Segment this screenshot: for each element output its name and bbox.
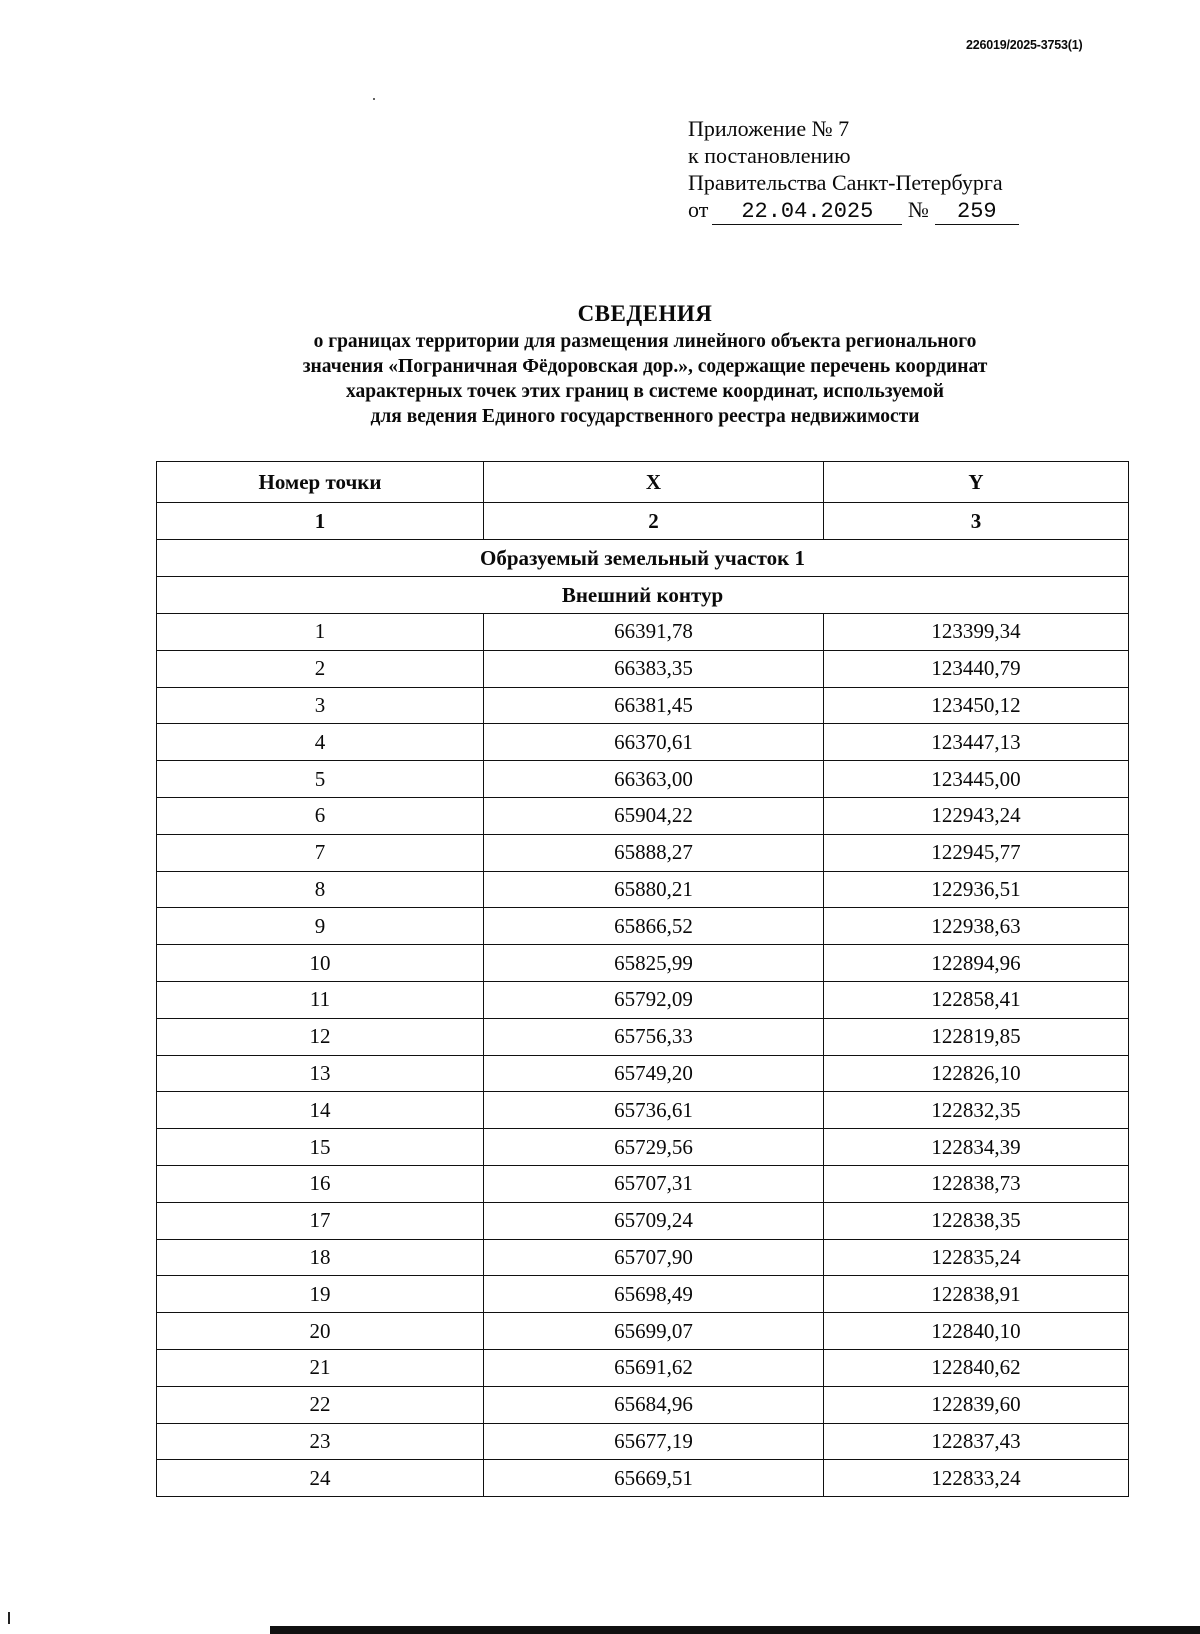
point-number-cell: 16: [157, 1165, 484, 1202]
x-coordinate-cell: 65904,22: [484, 797, 824, 834]
x-coordinate-cell: 65792,09: [484, 981, 824, 1018]
point-number-cell: 4: [157, 724, 484, 761]
y-coordinate-cell: 122838,73: [824, 1165, 1129, 1202]
y-coordinate-cell: 123445,00: [824, 761, 1129, 798]
subsection-row: [157, 577, 1129, 614]
table-row: [157, 1276, 1129, 1313]
x-coordinate-cell: 65699,07: [484, 1313, 824, 1350]
column-number-2: 2: [484, 503, 824, 540]
x-coordinate-cell: 65684,96: [484, 1386, 824, 1423]
point-number-cell: 3: [157, 687, 484, 724]
table-row: [157, 687, 1129, 724]
document-subtitle-line: о границах территории для размещения линейного объекта регионального: [313, 331, 977, 352]
y-coordinate-cell: 122936,51: [824, 871, 1129, 908]
document-subtitle-line: для ведения Единого государственного реестра недвижимости: [370, 406, 920, 427]
y-coordinate-cell: 122826,10: [824, 1055, 1129, 1092]
table-row: [157, 724, 1129, 761]
point-number-cell: 19: [157, 1276, 484, 1313]
x-coordinate-cell: 66383,35: [484, 650, 824, 687]
table-row: [157, 1423, 1129, 1460]
x-coordinate-cell: 65698,49: [484, 1276, 824, 1313]
point-number-cell: 21: [157, 1349, 484, 1386]
x-coordinate-cell: 65888,27: [484, 834, 824, 871]
x-coordinate-cell: 65677,19: [484, 1423, 824, 1460]
header-y: Y: [824, 462, 1129, 503]
column-number-3: 3: [824, 503, 1129, 540]
subsection-title: Внешний контур: [157, 577, 1129, 614]
table-row: [157, 797, 1129, 834]
number-prefix: №: [907, 197, 929, 222]
y-coordinate-cell: 122840,10: [824, 1313, 1129, 1350]
point-number-cell: 11: [157, 981, 484, 1018]
x-coordinate-cell: 65880,21: [484, 871, 824, 908]
document-subtitle-line: значения «Пограничная Фёдоровская дор.», содержащие перечень координат: [302, 356, 988, 377]
point-number-cell: 22: [157, 1386, 484, 1423]
point-number-cell: 6: [157, 797, 484, 834]
resolution-number: 259: [935, 200, 1019, 225]
point-number-cell: 9: [157, 908, 484, 945]
y-coordinate-cell: 122838,91: [824, 1276, 1129, 1313]
appendix-reference-block: [688, 115, 1019, 225]
table-row: [157, 614, 1129, 651]
y-coordinate-cell: 122834,39: [824, 1129, 1129, 1166]
y-coordinate-cell: 122938,63: [824, 908, 1129, 945]
x-coordinate-cell: 65866,52: [484, 908, 824, 945]
table-row: [157, 1239, 1129, 1276]
x-coordinate-cell: 65736,61: [484, 1092, 824, 1129]
x-coordinate-cell: 66391,78: [484, 614, 824, 651]
document-heading: [180, 299, 1110, 429]
table-row: [157, 1460, 1129, 1497]
x-coordinate-cell: 66370,61: [484, 724, 824, 761]
appendix-line-government: Правительства Санкт-Петербурга: [688, 170, 1003, 195]
point-number-cell: 20: [157, 1313, 484, 1350]
x-coordinate-cell: 65669,51: [484, 1460, 824, 1497]
document-registration-number: 226019/2025-3753(1): [966, 38, 1083, 52]
point-number-cell: 1: [157, 614, 484, 651]
section-row: [157, 540, 1129, 577]
table-row: [157, 1165, 1129, 1202]
point-number-cell: 5: [157, 761, 484, 798]
table-row: [157, 834, 1129, 871]
point-number-cell: 2: [157, 650, 484, 687]
point-number-cell: 23: [157, 1423, 484, 1460]
y-coordinate-cell: 122832,35: [824, 1092, 1129, 1129]
point-number-cell: 15: [157, 1129, 484, 1166]
table-row: [157, 945, 1129, 982]
y-coordinate-cell: 122858,41: [824, 981, 1129, 1018]
column-number-row: [157, 503, 1129, 540]
x-coordinate-cell: 66363,00: [484, 761, 824, 798]
document-title: СВЕДЕНИЯ: [577, 301, 713, 326]
point-number-cell: 10: [157, 945, 484, 982]
table-row: [157, 1386, 1129, 1423]
y-coordinate-cell: 122840,62: [824, 1349, 1129, 1386]
table-row: [157, 1092, 1129, 1129]
appendix-line-resolution: к постановлению: [688, 143, 851, 168]
table-row: [157, 1313, 1129, 1350]
table-row: [157, 1018, 1129, 1055]
scan-edge-mark: [8, 1612, 10, 1624]
y-coordinate-cell: 122838,35: [824, 1202, 1129, 1239]
y-coordinate-cell: 122839,60: [824, 1386, 1129, 1423]
table-row: [157, 1055, 1129, 1092]
table-body: [157, 503, 1129, 1497]
point-number-cell: 8: [157, 871, 484, 908]
table-row: [157, 981, 1129, 1018]
y-coordinate-cell: 122943,24: [824, 797, 1129, 834]
header-x: X: [484, 462, 824, 503]
table-row: [157, 1349, 1129, 1386]
table-row: [157, 1129, 1129, 1166]
table-header-row: [157, 462, 1129, 503]
x-coordinate-cell: 65749,20: [484, 1055, 824, 1092]
scan-artifact-dot: [373, 98, 375, 100]
y-coordinate-cell: 122945,77: [824, 834, 1129, 871]
point-number-cell: 7: [157, 834, 484, 871]
appendix-line-date-number: [688, 196, 1019, 225]
date-prefix: от: [688, 197, 709, 222]
y-coordinate-cell: 122837,43: [824, 1423, 1129, 1460]
scan-bottom-edge: [270, 1626, 1200, 1634]
section-title: Образуемый земельный участок 1: [157, 540, 1129, 577]
table-row: [157, 1202, 1129, 1239]
y-coordinate-cell: 123399,34: [824, 614, 1129, 651]
point-number-cell: 13: [157, 1055, 484, 1092]
x-coordinate-cell: 65756,33: [484, 1018, 824, 1055]
y-coordinate-cell: 123440,79: [824, 650, 1129, 687]
x-coordinate-cell: 65691,62: [484, 1349, 824, 1386]
point-number-cell: 12: [157, 1018, 484, 1055]
y-coordinate-cell: 122894,96: [824, 945, 1129, 982]
x-coordinate-cell: 65729,56: [484, 1129, 824, 1166]
y-coordinate-cell: 123447,13: [824, 724, 1129, 761]
point-number-cell: 18: [157, 1239, 484, 1276]
y-coordinate-cell: 122819,85: [824, 1018, 1129, 1055]
point-number-cell: 24: [157, 1460, 484, 1497]
x-coordinate-cell: 65825,99: [484, 945, 824, 982]
x-coordinate-cell: 65707,31: [484, 1165, 824, 1202]
x-coordinate-cell: 65709,24: [484, 1202, 824, 1239]
appendix-line-number: Приложение № 7: [688, 116, 850, 141]
document-subtitle-line: характерных точек этих границ в системе координат, используемой: [345, 381, 945, 402]
table-row: [157, 761, 1129, 798]
table-row: [157, 650, 1129, 687]
header-point-number: Номер точки: [157, 462, 484, 503]
y-coordinate-cell: 122833,24: [824, 1460, 1129, 1497]
table-row: [157, 871, 1129, 908]
y-coordinate-cell: 123450,12: [824, 687, 1129, 724]
resolution-date: 22.04.2025: [712, 200, 902, 225]
x-coordinate-cell: 66381,45: [484, 687, 824, 724]
coordinates-table: [156, 461, 1129, 1497]
x-coordinate-cell: 65707,90: [484, 1239, 824, 1276]
point-number-cell: 17: [157, 1202, 484, 1239]
column-number-1: 1: [157, 503, 484, 540]
y-coordinate-cell: 122835,24: [824, 1239, 1129, 1276]
point-number-cell: 14: [157, 1092, 484, 1129]
table-row: [157, 908, 1129, 945]
